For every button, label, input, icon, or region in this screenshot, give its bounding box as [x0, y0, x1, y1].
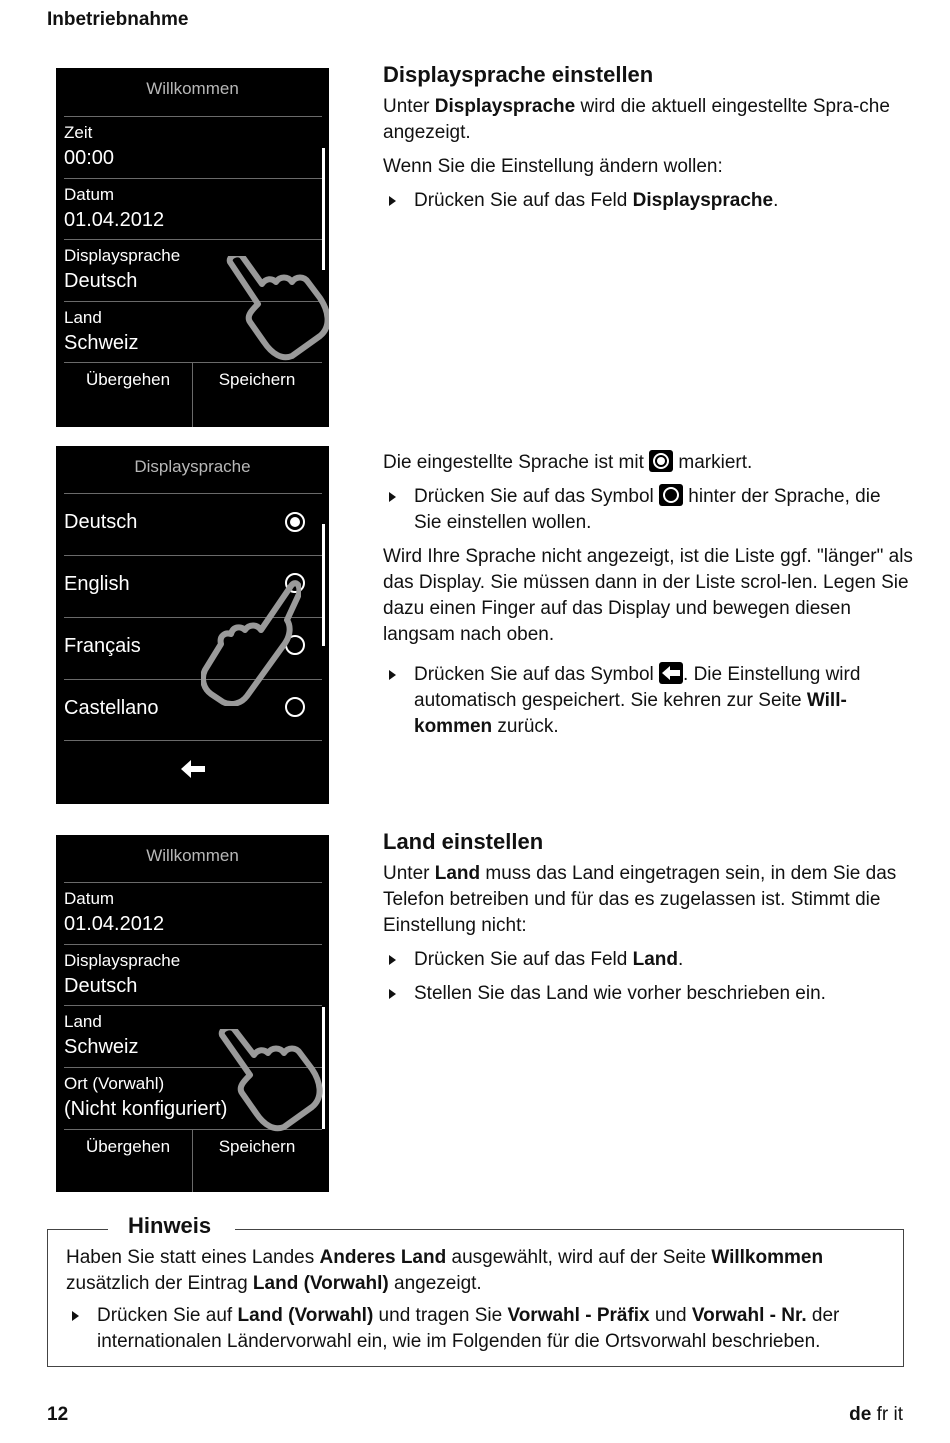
instruction-bullet: Drücken Sie auf das Symbol hinter der Sprache, die Sie einstellen wollen. — [383, 484, 913, 536]
radio-unselected-icon — [659, 484, 683, 506]
field-label: Displaysprache — [64, 246, 181, 265]
page-number: 12 — [47, 1404, 69, 1425]
field-value: Deutsch — [64, 270, 138, 292]
language-label: Deutsch — [64, 511, 138, 533]
hand-pointer-icon — [216, 1029, 326, 1137]
section-header: Inbetriebnahme — [47, 9, 189, 30]
instruction-bullet: Drücken Sie auf das Feld Land. — [383, 947, 913, 973]
paragraph: Wird Ihre Sprache nicht angezeigt, ist die Liste ggf. "länger" als das Display. Sie müssen dann in der Liste scrol-len. Legen Sie dazu einen Finger auf das Display und bewegen diesen langsam nach oben. — [383, 546, 913, 645]
skip-button[interactable]: Übergehen — [85, 370, 171, 389]
field-value: 00:00 — [64, 147, 115, 169]
scrollbar[interactable] — [322, 148, 325, 270]
divider — [64, 555, 322, 556]
divider — [64, 116, 322, 117]
language-label: Castellano — [64, 697, 159, 719]
instruction-bullet: Drücken Sie auf das Symbol . Die Einstellung wird automatisch gespeichert. Sie kehren zur Seite Will-kommen zurück. — [383, 662, 913, 740]
divider — [64, 178, 322, 179]
paragraph: Die eingestellte Sprache ist mit markiert. — [383, 452, 753, 473]
language-label: Français — [64, 635, 141, 657]
save-button[interactable]: Speichern — [218, 1137, 296, 1156]
divider — [64, 493, 322, 494]
divider — [64, 882, 322, 883]
field-label: Datum — [64, 889, 115, 908]
divider — [64, 740, 322, 741]
field-label: Land — [64, 308, 102, 327]
section-heading: Land einstellen — [383, 829, 544, 854]
note-title: Hinweis — [108, 1213, 235, 1239]
note-text — [66, 1245, 896, 1363]
field-value: 01.04.2012 — [64, 209, 165, 231]
divider — [64, 239, 322, 240]
radio-selected-icon[interactable] — [285, 512, 305, 532]
screen-title: Willkommen — [146, 846, 239, 865]
language-index: de fr it — [849, 1404, 903, 1425]
paragraph: Unter Displaysprache wird die aktuell eingestellte Spra-che angezeigt. — [383, 96, 890, 143]
section-heading: Displaysprache einstellen — [383, 62, 654, 87]
instruction-bullet: Drücken Sie auf Land (Vorwahl) und tragen Sie Vorwahl - Präfix und Vorwahl - Nr. der internationalen Ländervorwahl ein, wie im Folgenden für die Ortsvorwahl beschrieben. — [66, 1303, 896, 1355]
field-label: Displaysprache — [64, 951, 181, 970]
field-value: Schweiz — [64, 1036, 139, 1058]
save-button[interactable]: Speichern — [218, 370, 296, 389]
field-label: Zeit — [64, 123, 93, 142]
hand-pointer-icon — [224, 256, 329, 368]
welcome-screen — [56, 68, 329, 427]
welcome-screen-country — [56, 835, 329, 1192]
divider — [64, 1005, 322, 1006]
screen-title: Willkommen — [146, 79, 239, 98]
skip-button[interactable]: Übergehen — [85, 1137, 171, 1156]
section-language-select — [383, 450, 913, 748]
instruction-bullet: Drücken Sie auf das Feld Displaysprache. — [383, 188, 913, 214]
paragraph: Wenn Sie die Einstellung ändern wollen: — [383, 156, 723, 177]
paragraph: Unter Land muss das Land eingetragen sein, in dem Sie das Telefon betreiben und für das es zugelassen ist. Stimmt die Einstellung nicht: — [383, 863, 897, 936]
field-value: Deutsch — [64, 975, 138, 997]
field-label: Land — [64, 1012, 102, 1031]
paragraph: Haben Sie statt eines Landes Anderes Land ausgewählt, wird auf der Seite Willkommen zusätzlich der Eintrag Land (Vorwahl) angezeigt. — [66, 1247, 824, 1294]
instruction-bullet: Stellen Sie das Land wie vorher beschrieben ein. — [383, 981, 913, 1007]
field-value: (Nicht konfiguriert) — [64, 1098, 228, 1120]
screen-title: Displaysprache — [134, 457, 251, 476]
radio-selected-icon — [649, 450, 673, 472]
back-arrow-icon[interactable] — [181, 760, 205, 778]
divider — [64, 944, 322, 945]
field-value: Schweiz — [64, 332, 139, 354]
section-display-language — [383, 62, 913, 222]
scrollbar[interactable] — [322, 524, 325, 646]
section-country — [383, 829, 913, 1015]
language-screen — [56, 446, 329, 804]
hand-pointer-icon — [201, 580, 301, 706]
field-value: 01.04.2012 — [64, 913, 165, 935]
field-label: Ort (Vorwahl) — [64, 1074, 165, 1093]
field-label: Datum — [64, 185, 115, 204]
language-label: English — [64, 573, 130, 595]
back-arrow-icon — [659, 662, 683, 684]
